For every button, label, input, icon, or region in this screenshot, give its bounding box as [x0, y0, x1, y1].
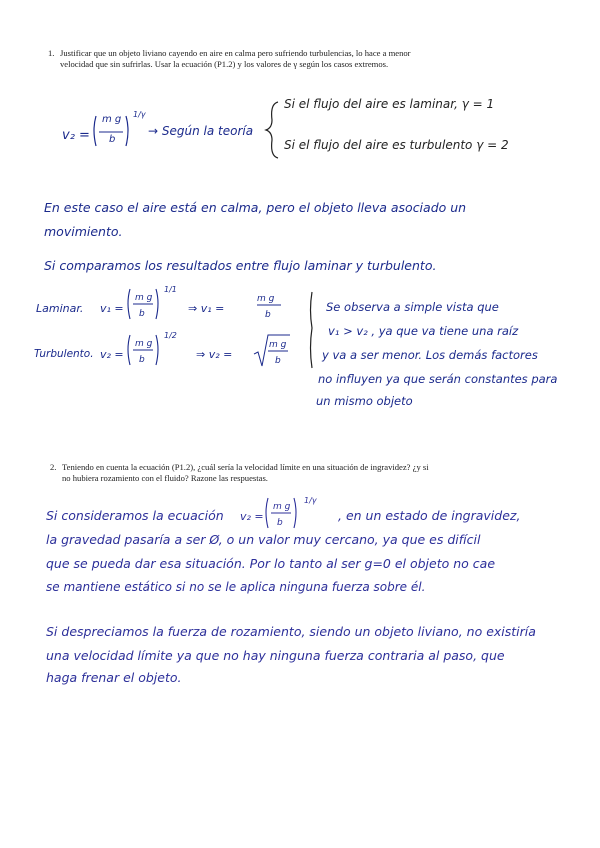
conclusion-line-4: no influyen ya que serán constantes para: [318, 372, 558, 386]
laminar-result-fraction: [255, 290, 283, 322]
cases-brace: [264, 100, 280, 160]
answer-2-p2-line-3: haga frenar el objeto.: [46, 670, 182, 685]
answer-2-p1-eq: v₂ =: [240, 510, 264, 523]
conclusion-line-3: y va a ser menor. Los demás factores: [322, 348, 538, 362]
svg-text:b: b: [275, 356, 281, 366]
formula-v2-label: v₂ =: [62, 128, 90, 143]
question-2-line-1: Teniendo en cuenta la ecuación (P1.2), ¿cuál sería la velocidad límite en una situación de ingravidez? ¿y si: [62, 462, 429, 472]
svg-text:m g: m g: [135, 293, 153, 303]
answer-2-p1-line-2: la gravedad pasaría a ser Ø, o un valor muy cercano, ya que es difícil: [46, 532, 481, 547]
svg-text:m g: m g: [269, 340, 287, 350]
turbulent-exp: 1/2: [164, 331, 177, 340]
conclusion-brace: [306, 290, 318, 370]
question-2-line-2: no hubiera rozamiento con el fluido? Razone las respuestas.: [62, 473, 268, 483]
svg-text:m g: m g: [273, 502, 291, 512]
case-turbulent: Si el flujo del aire es turbulento γ = 2: [284, 138, 509, 152]
svg-text:b: b: [139, 355, 145, 365]
answer-2-p1-line-1a: Si consideramos la ecuación: [46, 508, 224, 523]
turbulent-label: Turbulento.: [34, 348, 94, 360]
question-2-number: 2.: [50, 462, 57, 472]
answer-2-p1-line-4: se mantiene estático si no se le aplica ninguna fuerza sobre él.: [46, 580, 426, 594]
conclusion-line-1: Se observa a simple vista que: [326, 300, 499, 314]
answer-2-p1-line-1b: , en un estado de ingravidez,: [338, 508, 521, 523]
laminar-exp: 1/1: [164, 285, 177, 294]
svg-text:m g: m g: [135, 339, 153, 349]
laminar-label: Laminar.: [36, 302, 84, 315]
answer-1-para-1-line-1: En este caso el aire está en calma, pero el objeto lleva asociado un: [44, 200, 467, 215]
turbulent-result: ⇒ v₂ =: [196, 348, 233, 361]
svg-text:b: b: [277, 518, 283, 528]
case-laminar: Si el flujo del aire es laminar, γ = 1: [284, 97, 495, 111]
svg-text:b: b: [265, 310, 271, 320]
turbulent-eq: v₂ =: [100, 348, 124, 361]
question-1-line-1: Justificar que un objeto liviano cayendo en aire en calma pero sufriendo turbulencias, lo hace a menor: [60, 48, 411, 58]
answer-2-p2-line-1: Si despreciamos la fuerza de rozamiento, siendo un objeto liviano, no existiría: [46, 624, 536, 639]
answer-2-p1-bracket: [264, 496, 300, 532]
answer-1-para-1-line-2: movimiento.: [44, 224, 123, 239]
formula-numerator: m g: [102, 114, 122, 125]
laminar-result: ⇒ v₁ =: [188, 302, 225, 315]
answer-2-p1-line-3: que se pueda dar esa situación. Por lo tanto al ser g=0 el objeto no cae: [46, 556, 496, 571]
turbulent-result-root: [252, 332, 292, 370]
conclusion-line-5: un mismo objeto: [316, 394, 413, 408]
svg-text:m g: m g: [257, 294, 275, 304]
answer-2-p1-exp: 1/γ: [304, 496, 317, 505]
conclusion-line-2: v₁ > v₂ , ya que va tiene una raíz: [328, 324, 519, 338]
laminar-eq: v₁ =: [100, 302, 124, 315]
svg-text:b: b: [139, 309, 145, 319]
formula-exponent: 1/γ: [133, 110, 146, 119]
answer-1-para-2: Si comparamos los resultados entre flujo laminar y turbulento.: [44, 258, 437, 273]
answer-2-p2-line-2: una velocidad límite ya que no hay ninguna fuerza contraria al paso, que: [46, 648, 505, 663]
laminar-bracket: [126, 287, 162, 323]
turbulent-bracket: [126, 333, 162, 369]
question-1-line-2: velocidad que sin sufrirlas. Usar la ecuación (P1.2) y los valores de γ según los casos extremos.: [60, 59, 389, 69]
question-1-number: 1.: [48, 48, 55, 58]
theory-arrow-text: → Según la teoría: [148, 124, 254, 138]
formula-denominator: b: [109, 134, 116, 145]
